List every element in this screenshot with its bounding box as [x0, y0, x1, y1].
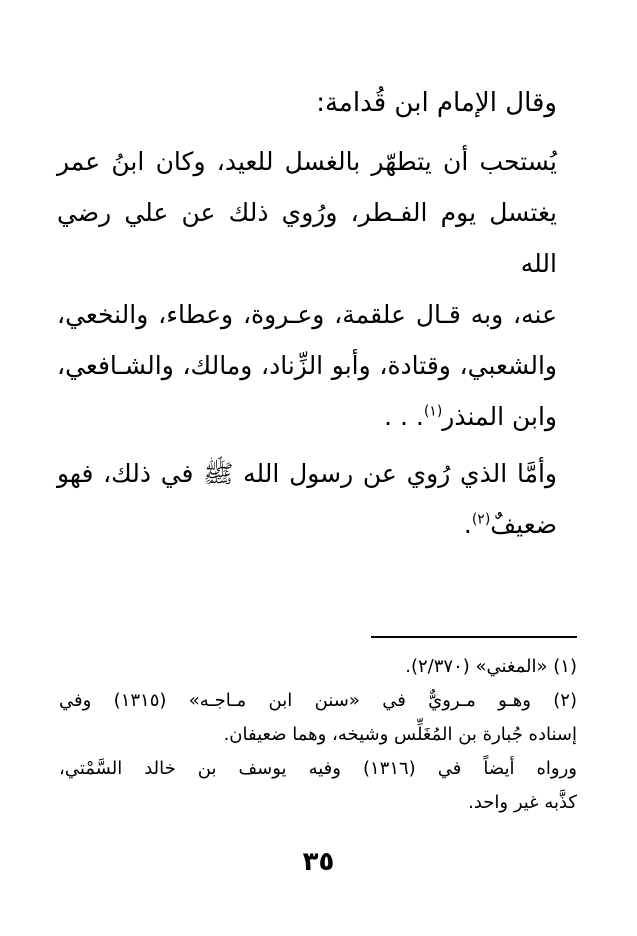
- section-heading: وقال الإمام ابن قُدامة:: [316, 88, 557, 118]
- footnote-marker-1: (١): [423, 403, 443, 420]
- paragraph-2: [57, 448, 557, 550]
- paragraph-1-line-3: عنه، وبه قـال علقمة، وعـروة، وعطاء، والنخعي،: [57, 300, 557, 329]
- footnotes: [59, 636, 577, 820]
- paragraph-1: [57, 136, 557, 442]
- paragraph-2-period: .: [463, 510, 472, 539]
- paragraph-1-line-4: والشعبي، وقتادة، وأبو الزِّناد، ومالك، والشـافعي،: [57, 351, 557, 380]
- paragraph-2-line-2: [57, 499, 557, 550]
- footnote-2-line-2: إسناده جُبارة بن المُغَلِّس وشيخه، وهما ضعيفان.: [223, 724, 577, 745]
- footnote-1: [59, 650, 577, 684]
- footnote-2: [59, 684, 577, 752]
- footnote-marker-2: (٢): [471, 511, 491, 528]
- footnote-2-continued: [59, 752, 577, 820]
- paragraph-1-line-5-text: وابن المنذر: [442, 402, 557, 431]
- footnote-2-continued-line-1: ورواه أيضاً في (١٣١٦) وفيه يوسف بن خالد السَّمْتي،: [59, 758, 577, 779]
- paragraph-1-ellipsis: . . .: [384, 402, 424, 431]
- footnote-2-continued-line-2: كذَّبه غير واحد.: [468, 792, 577, 813]
- footnote-separator: [371, 636, 577, 638]
- paragraph-1-line-5: [57, 391, 557, 442]
- paragraph-1-line-1: يُستحب أن يتطهّر بالغسل للعيد، وكان ابنُ عمر: [57, 147, 557, 176]
- footnote-2-line-1: (٢) وهـو مـرويٌّ في «سنن ابن مـاجـه» (١٣١٥) وفي: [59, 690, 577, 711]
- paragraph-2-line-2-text: ضعيفٌ: [490, 510, 557, 539]
- main-text: [57, 78, 557, 552]
- paragraph-2-line-1: وأمَّا الذي رُوي عن رسول الله ﷺ في ذلك، فهو: [57, 459, 557, 488]
- paragraph-1-line-2: يغتسل يوم الفـطر، ورُوي ذلك عن علي رضي الله: [57, 198, 557, 278]
- page-number: ٣٥: [302, 847, 335, 877]
- footnote-1-line-1: (١) «المغني» (٢/٣٧٠).: [405, 656, 577, 677]
